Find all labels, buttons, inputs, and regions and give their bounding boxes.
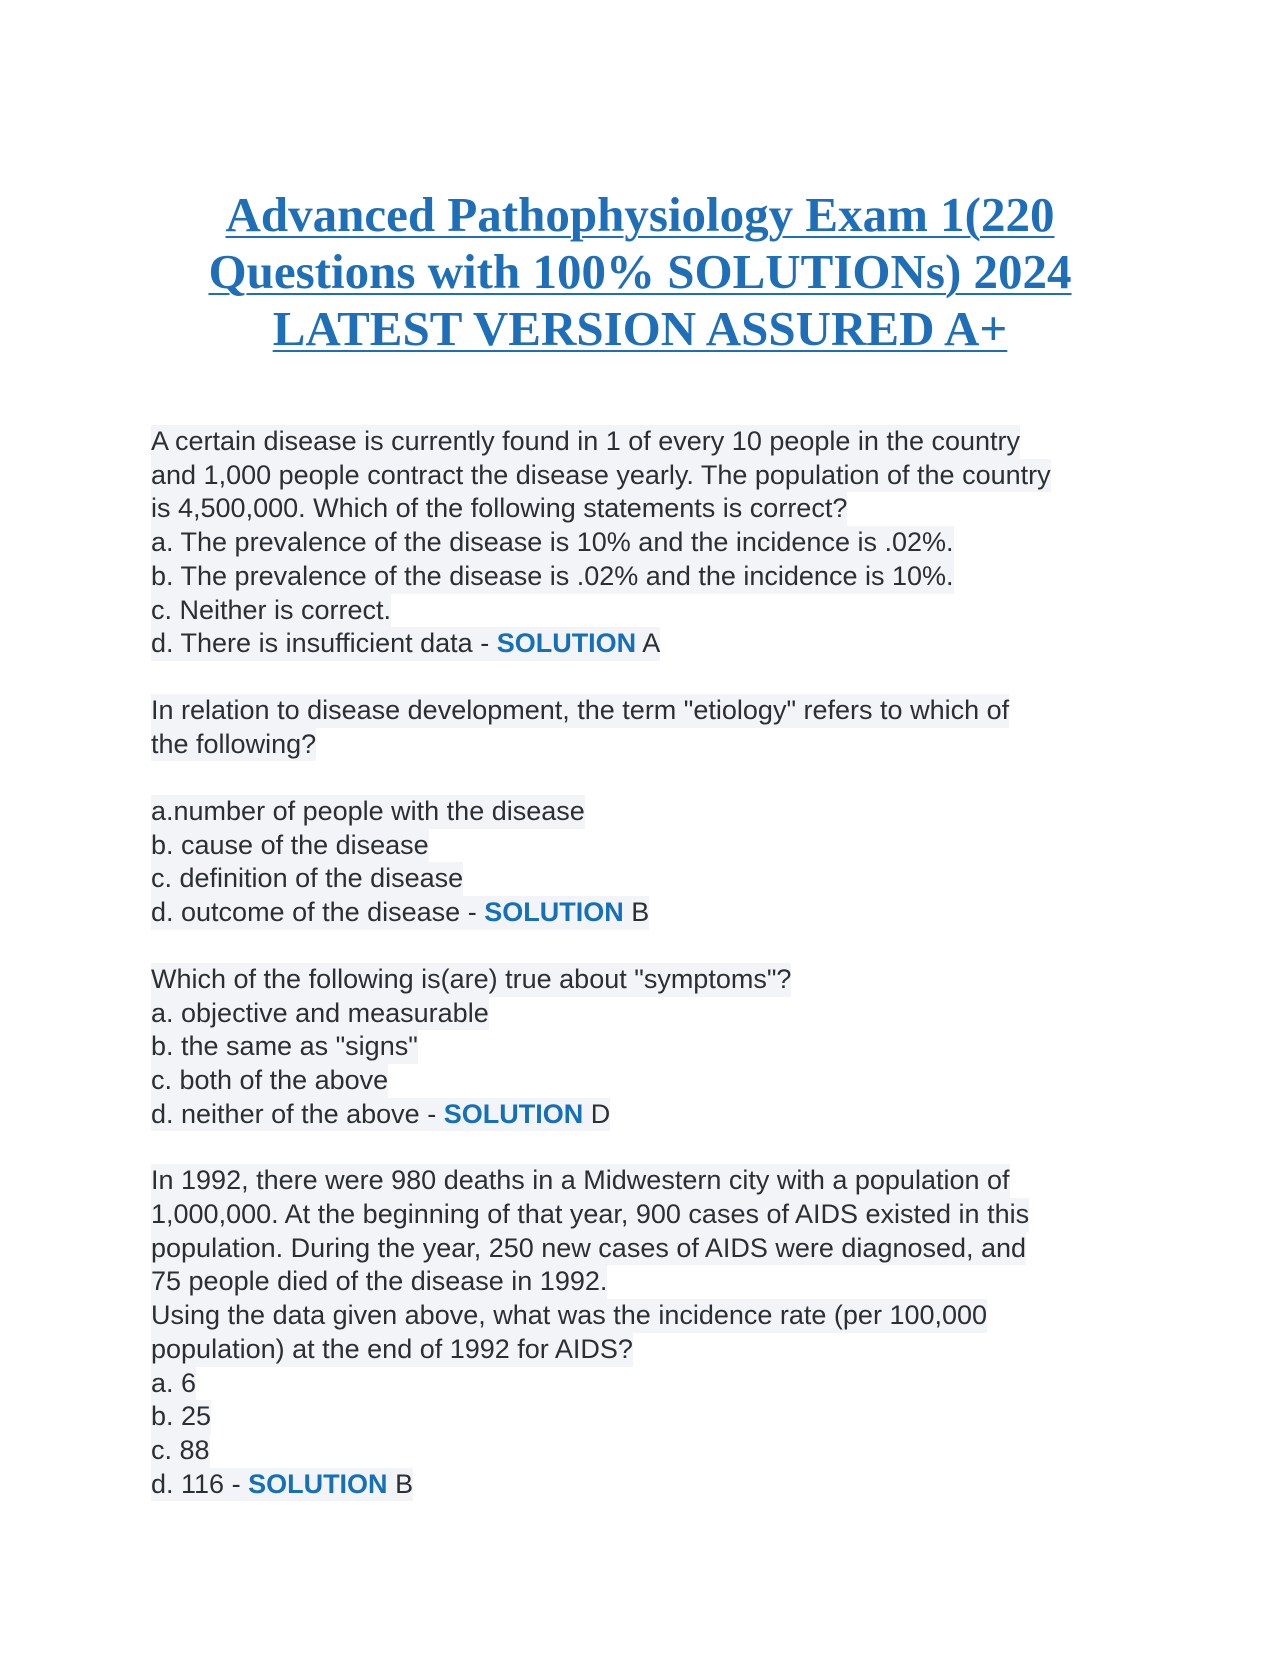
question-4-stem-line: population) at the end of 1992 for AIDS? [151,1333,633,1367]
question-4-option-b: b. 25 [151,1400,211,1434]
question-2-option-d: d. outcome of the disease - [151,897,485,928]
question-2-option-d-with-solution [151,896,649,930]
question-3-option-d: d. neither of the above - [151,1098,444,1129]
question-1-stem-line: and 1,000 people contract the disease yearly. The population of the country [151,459,1051,493]
question-1-option-b: b. The prevalence of the disease is .02% and the incidence is 10%. [151,560,954,594]
question-1-option-d: d. There is insufficient data - [151,628,497,659]
question-4-option-a: a. 6 [151,1367,196,1401]
question-list [151,425,1151,1534]
question-3-answer: D [590,1098,611,1129]
question-4-stem-line: 75 people died of the disease in 1992. [151,1265,607,1299]
question-2-option-b: b. cause of the disease [151,829,429,863]
title-line-1: Advanced Pathophysiology Exam 1(220 [225,187,1055,242]
question-2-stem-line: the following? [151,728,316,762]
question-4-answer: B [395,1468,414,1499]
question-1-stem-line: is 4,500,000. Which of the following statements is correct? [151,492,847,526]
question-3-option-c: c. both of the above [151,1064,388,1098]
document-title[interactable] [150,186,1130,357]
question-4 [151,1164,1151,1501]
question-1-answer: A [642,628,661,659]
question-4-stem-line: In 1992, there were 980 deaths in a Midwestern city with a population of [151,1164,1010,1198]
solution-label: SOLUTION [496,628,637,659]
solution-label: SOLUTION [248,1468,388,1499]
question-1-stem-line: A certain disease is currently found in 1 of every 10 people in the country [151,425,1020,459]
question-4-stem-line: 1,000,000. At the beginning of that year, 900 cases of AIDS existed in this [151,1198,1029,1232]
solution-label: SOLUTION [443,1098,584,1129]
question-4-stem-line: Using the data given above, what was the incidence rate (per 100,000 [151,1299,987,1333]
title-line-2: Questions with 100% SOLUTIONs) 2024 [208,244,1072,299]
question-1-option-d-with-solution [151,627,660,661]
question-4-option-d-with-solution [151,1468,413,1502]
question-3 [151,963,1151,1132]
title-line-3: LATEST VERSION ASSURED A+ [272,301,1008,356]
question-2-option-a: a.number of people with the disease [151,795,585,829]
question-2 [151,694,1151,930]
question-3-stem-line: Which of the following is(are) true about "symptoms"? [151,963,791,997]
blank-line [151,761,1151,795]
question-1 [151,425,1151,661]
question-4-stem-line: population. During the year, 250 new cases of AIDS were diagnosed, and [151,1232,1026,1266]
question-3-option-a: a. objective and measurable [151,997,489,1031]
question-2-stem-line: In relation to disease development, the term "etiology" refers to which of [151,694,1009,728]
question-1-option-c: c. Neither is correct. [151,594,391,628]
question-4-option-d: d. 116 - [151,1468,249,1499]
question-4-option-c: c. 88 [151,1434,210,1468]
question-1-option-a: a. The prevalence of the disease is 10% and the incidence is .02%. [151,526,954,560]
question-3-option-b: b. the same as "signs" [151,1030,418,1064]
solution-label: SOLUTION [484,897,624,928]
question-2-answer: B [631,897,650,928]
question-3-option-d-with-solution [151,1098,610,1132]
question-2-option-c: c. definition of the disease [151,862,463,896]
